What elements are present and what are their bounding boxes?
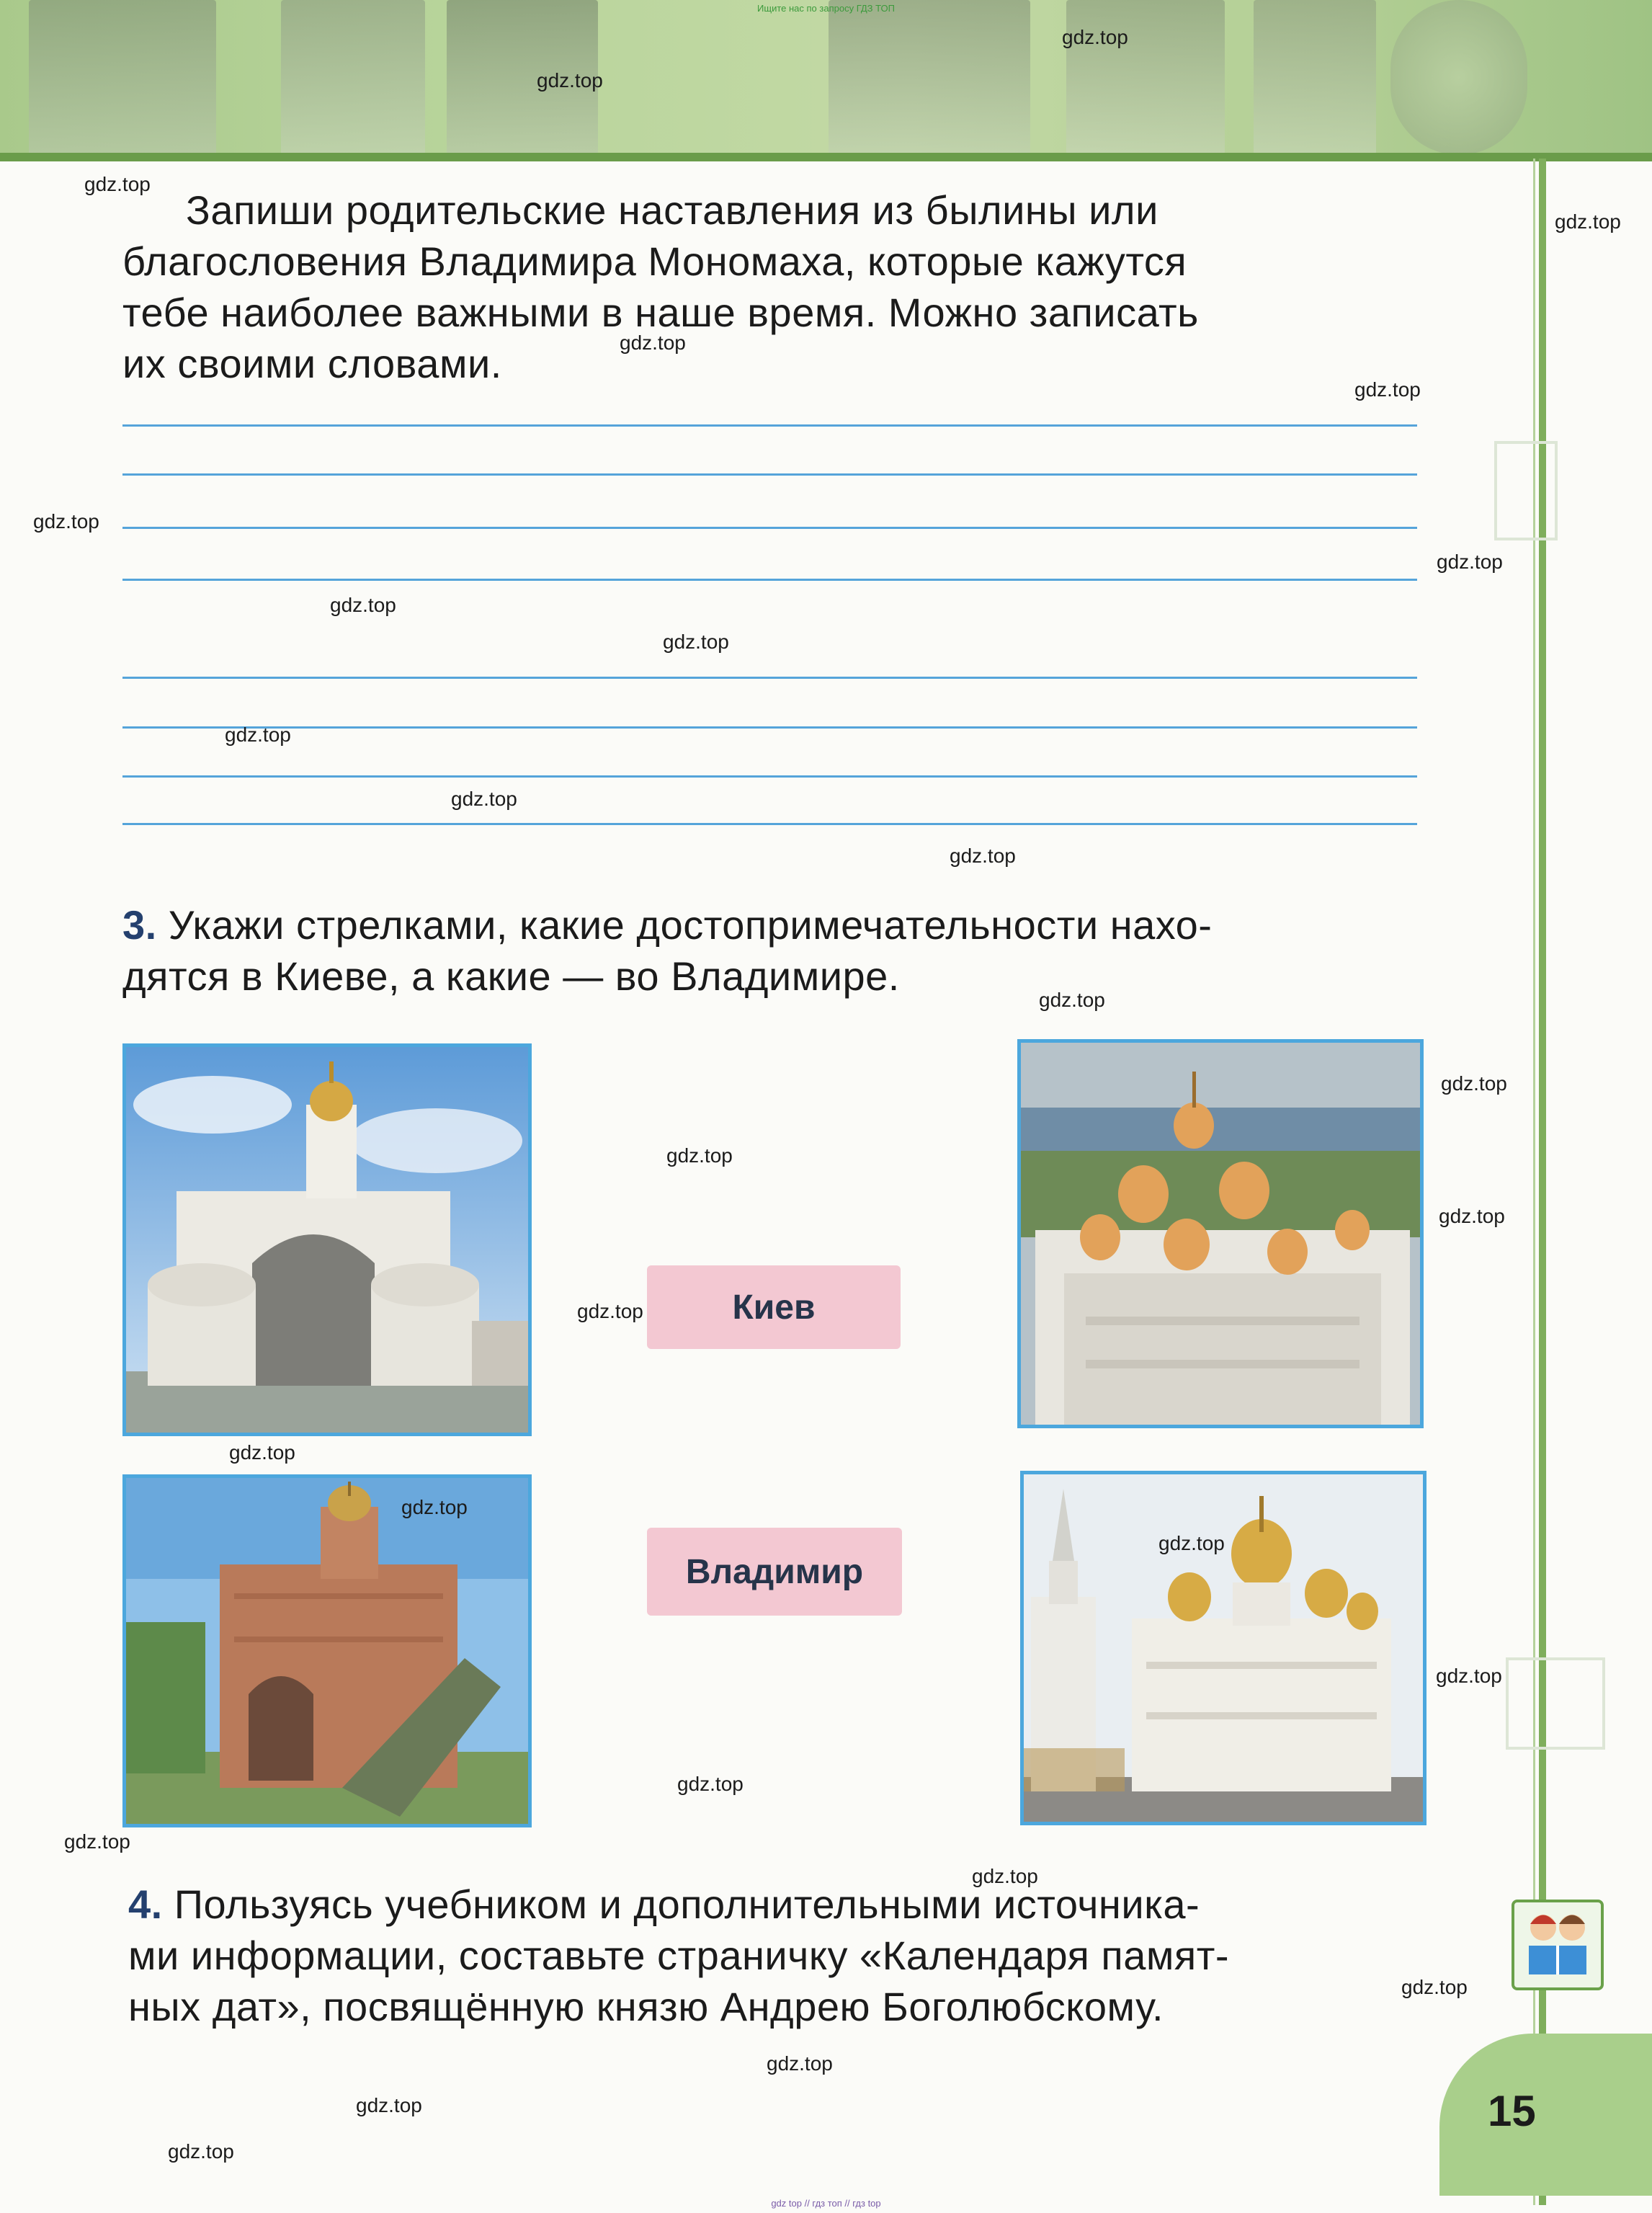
task-intro-line: их своими словами. [122,341,502,386]
golden-gate-kiev-photo[interactable] [122,1474,532,1827]
watermark: gdz.top [537,69,603,92]
watermark: gdz.top [677,1773,744,1795]
watermark: gdz.top [1439,1205,1505,1227]
task-intro-line: тебе наиболее важными в наше время. Можно записать [122,290,1199,335]
bottom-banner: gdz top // гдз топ // гдз top [771,2198,881,2209]
task4-line: ми информации, составьте страничку «Календаря памят- [128,1933,1229,1978]
watermark: gdz.top [620,331,686,354]
show-through-mark [1494,441,1558,540]
kids-reading-icon-graphic [1514,1902,1601,1987]
header-portrait-photo [1066,0,1225,155]
writing-line[interactable] [122,424,1417,427]
watermark: gdz.top [225,723,291,746]
task4-line: ных дат», посвящённую князю Андрею Боголюбскому. [128,1984,1164,2029]
golden-gate-kiev-image [126,1478,528,1824]
watermark: gdz.top [1401,1976,1468,1998]
task4-text [128,1879,1425,2032]
watermark: gdz.top [64,1830,130,1853]
writing-line[interactable] [122,677,1417,679]
watermark: gdz.top [84,173,151,195]
watermark: gdz.top [330,594,396,616]
task3-line: дятся в Киеве, а какие — во Владимире. [122,953,900,999]
watermark: gdz.top [1062,26,1128,48]
watermark: gdz.top [356,2094,422,2116]
watermark: gdz.top [663,631,729,653]
kiev-pechersk-lavra-image [1021,1043,1420,1425]
header-portrait-photo [281,0,425,155]
golden-gate-vladimir-image [126,1047,528,1433]
watermark: gdz.top [666,1144,733,1167]
assumption-cathedral-vladimir-image [1024,1474,1423,1822]
task3-line-text: Укажи стрелками, какие достопримечательности нахо- [168,902,1213,948]
header-emblem-photo [1390,0,1527,155]
page-number: 15 [1488,2087,1536,2135]
assumption-cathedral-vladimir-photo[interactable] [1020,1471,1426,1825]
watermark: gdz.top [451,788,517,810]
task-intro-line: благословения Владимира Мономаха, которые кажутся [122,239,1187,284]
watermark: gdz.top [950,845,1016,867]
watermark: gdz.top [168,2140,234,2163]
watermark: gdz.top [229,1441,295,1464]
watermark: gdz.top [1441,1072,1507,1095]
task3-number: 3. [122,902,157,948]
header-portrait-photo [1254,0,1376,155]
task4-line-text: Пользуясь учебником и дополнительными источника- [174,1882,1200,1927]
show-through-mark [1506,1657,1605,1750]
writing-line[interactable] [122,726,1417,729]
watermark: gdz.top [1354,378,1421,401]
label-vladimir[interactable]: Владимир [647,1528,902,1616]
task-intro [122,184,1417,389]
header-band [0,0,1652,159]
header-rule [0,153,1652,161]
watermark: gdz.top [1158,1532,1225,1554]
task-intro-line: Запиши родительские наставления из былины или [186,187,1158,233]
watermark: gdz.top [767,2052,833,2075]
watermark: gdz.top [577,1300,643,1322]
writing-line[interactable] [122,527,1417,529]
header-portrait-photo [829,0,1030,155]
writing-line[interactable] [122,823,1417,825]
writing-line[interactable] [122,473,1417,476]
watermark: gdz.top [1039,989,1105,1011]
watermark: gdz.top [1555,210,1621,233]
task3-line [122,899,1417,950]
golden-gate-vladimir-photo[interactable] [122,1043,532,1436]
kiev-pechersk-lavra-photo[interactable] [1017,1039,1424,1428]
watermark: gdz.top [1436,1665,1502,1687]
watermark: gdz.top [33,510,99,533]
watermark: gdz.top [401,1496,468,1518]
writing-line[interactable] [122,775,1417,778]
writing-line[interactable] [122,579,1417,581]
task3-text [122,899,1417,1002]
kids-reading-icon [1512,1900,1604,1990]
watermark: gdz.top [1437,551,1503,573]
top-banner: Ищите нас по запросу ГДЗ ТОП [757,3,895,14]
label-kiev[interactable]: Киев [647,1265,901,1349]
header-portrait-photo [29,0,216,155]
page-tab [1439,2034,1652,2196]
watermark: gdz.top [972,1865,1038,1887]
task4-line [128,1879,1425,1930]
task4-number: 4. [128,1882,163,1927]
